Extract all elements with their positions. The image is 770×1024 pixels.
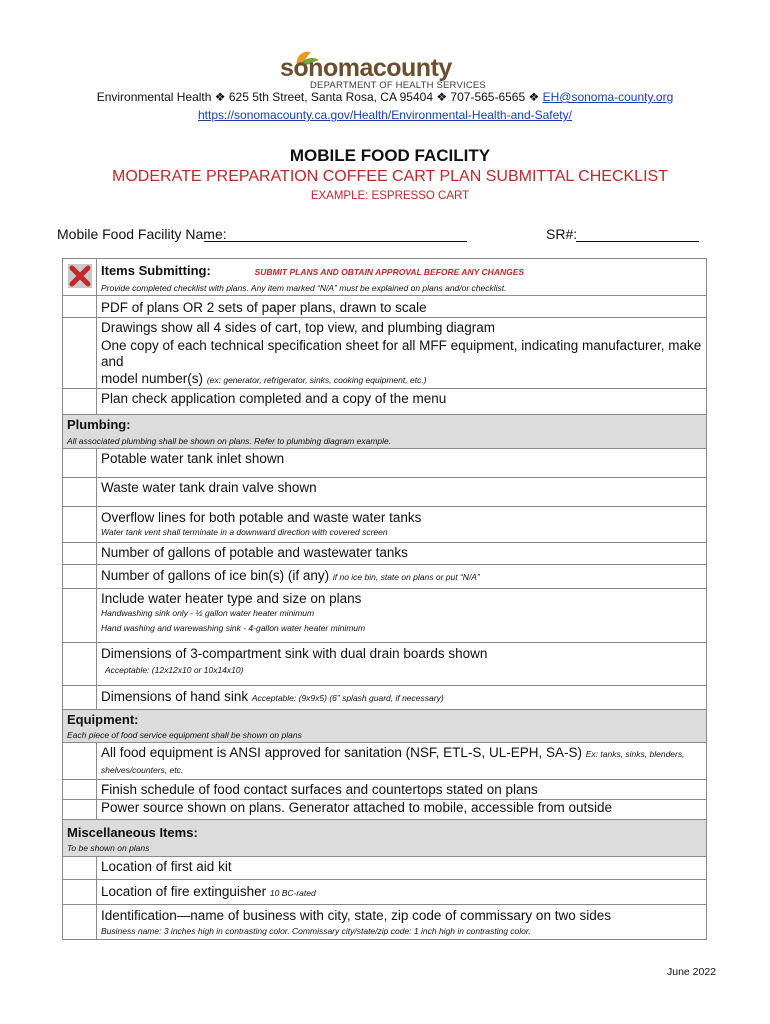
items-header-cell: [97, 259, 707, 296]
checkbox[interactable]: [63, 643, 97, 686]
item-note: Hand washing and warewashing sink - 4-gallon water heater minimum: [101, 623, 366, 633]
checkbox[interactable]: [63, 743, 97, 780]
checkbox[interactable]: [63, 565, 97, 589]
checklist-item: Potable water tank inlet shown: [97, 449, 707, 478]
page-title: MOBILE FOOD FACILITY: [289, 146, 491, 165]
footer-date: June 2022: [667, 966, 717, 978]
checkbox[interactable]: [63, 318, 97, 389]
item-text: All food equipment is ANSI approved for sanitation (NSF, ETL-S, UL-EPH, SA-S): [101, 745, 582, 760]
checklist-item: [97, 318, 707, 389]
item-text: Drawings show all 4 sides of cart, top view, and plumbing diagram: [101, 320, 495, 335]
misc-section-header: [63, 820, 707, 857]
checkbox[interactable]: [63, 686, 97, 710]
item-note: Acceptable: (9x9x5) (6” splash guard, if necessary): [251, 693, 444, 703]
checklist-item: [97, 743, 707, 780]
item-note: if no ice bin, state on plans or put “N/A”: [332, 572, 480, 582]
items-title: Items Submitting:: [101, 263, 211, 278]
checkbox[interactable]: [63, 296, 97, 318]
example-label: EXAMPLE: ESPRESSO CART: [310, 190, 470, 202]
items-note: Provide completed checklist with plans. Any item marked “N/A” must be explained on plans and/or checklist.: [101, 283, 507, 293]
item-note: shelves/counters, etc.: [101, 765, 184, 775]
item-note: 10 BC-rated: [269, 888, 316, 898]
checkbox[interactable]: [63, 259, 97, 296]
section-title: Miscellaneous Items:: [67, 825, 198, 840]
checkbox[interactable]: [63, 507, 97, 543]
checklist-item: [97, 686, 707, 710]
checkbox[interactable]: [63, 543, 97, 565]
checklist-item: PDF of plans OR 2 sets of paper plans, drawn to scale: [97, 296, 707, 318]
checkbox[interactable]: [63, 880, 97, 905]
checkbox[interactable]: [63, 905, 97, 940]
item-text: model number(s): [101, 371, 204, 386]
item-text: One copy of each technical specification sheet for all MFF equipment, indicating manufacturer, make and: [101, 338, 702, 369]
section-title: Plumbing:: [67, 417, 131, 432]
item-note: Water tank vent shall terminate in a downward direction with covered screen: [101, 527, 388, 537]
item-text: Include water heater type and size on plans: [101, 591, 362, 606]
checklist-item: [97, 643, 707, 686]
section-note: All associated plumbing shall be shown on plans. Refer to plumbing diagram example.: [67, 436, 392, 446]
item-note: Business name: 3 inches high in contrasting color. Commissary city/state/zip code: 1 inch high in contrasting color.: [101, 926, 531, 936]
checklist-item: Waste water tank drain valve shown: [97, 478, 707, 507]
checklist-item: [97, 507, 707, 543]
item-text: Identification—name of business with city, state, zip code of commissary on two sides: [101, 908, 611, 923]
section-note: Each piece of food service equipment shall be shown on plans: [67, 730, 302, 740]
item-text: Overflow lines for both potable and waste water tanks: [101, 510, 422, 525]
checkbox[interactable]: [63, 800, 97, 820]
item-note: Ex: tanks, sinks, blenders,: [585, 749, 685, 759]
item-note: (ex: generator, refrigerator, sinks, cooking equipment, etc.): [206, 375, 427, 385]
website-line: [0, 108, 770, 122]
checklist-table: [62, 258, 707, 940]
checklist-item: Finish schedule of food contact surfaces and countertops stated on plans: [97, 780, 707, 800]
checkbox[interactable]: [63, 478, 97, 507]
item-text: Dimensions of 3-compartment sink with dual drain boards shown: [101, 646, 488, 661]
checklist-item: Location of first aid kit: [97, 857, 707, 880]
section-note: To be shown on plans: [67, 843, 150, 853]
email-link[interactable]: EH@sonoma-county.org: [542, 90, 674, 104]
checkbox[interactable]: [63, 589, 97, 643]
section-title: Equipment:: [67, 712, 139, 727]
sr-field[interactable]: [576, 241, 699, 242]
facility-name-label: Mobile Food Facility Name:: [57, 226, 227, 242]
item-note: Acceptable: (12x12x10 or 10x14x10): [105, 665, 244, 675]
page-subtitle: MODERATE PREPARATION COFFEE CART PLAN SUBMITTAL CHECKLIST: [112, 168, 668, 185]
logo-subtitle: DEPARTMENT OF HEALTH SERVICES: [310, 80, 486, 91]
website-link[interactable]: https://sonomacounty.ca.gov/Health/Environmental-Health-and-Safety/: [198, 108, 572, 122]
checklist-item: Power source shown on plans. Generator attached to mobile, accessible from outside: [97, 800, 707, 820]
checkbox[interactable]: [63, 389, 97, 415]
checklist-item: Number of gallons of potable and wastewater tanks: [97, 543, 707, 565]
checklist-item: [97, 565, 707, 589]
item-text: Number of gallons of ice bin(s) (if any): [101, 568, 330, 583]
facility-name-field[interactable]: [204, 241, 467, 242]
checklist-item: [97, 880, 707, 905]
checkbox[interactable]: [63, 780, 97, 800]
checkbox[interactable]: [63, 449, 97, 478]
equipment-section-header: [63, 710, 707, 743]
sonoma-county-logo: [280, 48, 486, 93]
contact-text: Environmental Health ❖ 625 5th Street, Santa Rosa, CA 95404 ❖ 707-565-6565 ❖: [96, 90, 540, 104]
red-x-icon: [67, 263, 93, 289]
sr-label: SR#:: [546, 226, 578, 242]
item-note: Handwashing sink only - ½ gallon water heater minimum: [101, 608, 315, 618]
checklist-item: [97, 905, 707, 940]
contact-line: [0, 90, 770, 104]
plumbing-section-header: [63, 415, 707, 449]
logo-text: sonomacounty: [280, 54, 452, 82]
item-text: Dimensions of hand sink: [101, 689, 249, 704]
warning-text: SUBMIT PLANS AND OBTAIN APPROVAL BEFORE ANY CHANGES: [254, 267, 525, 277]
checklist-item: [97, 589, 707, 643]
checkbox[interactable]: [63, 857, 97, 880]
item-text: Location of fire extinguisher: [101, 884, 267, 899]
checklist-item: Plan check application completed and a copy of the menu: [97, 389, 707, 415]
